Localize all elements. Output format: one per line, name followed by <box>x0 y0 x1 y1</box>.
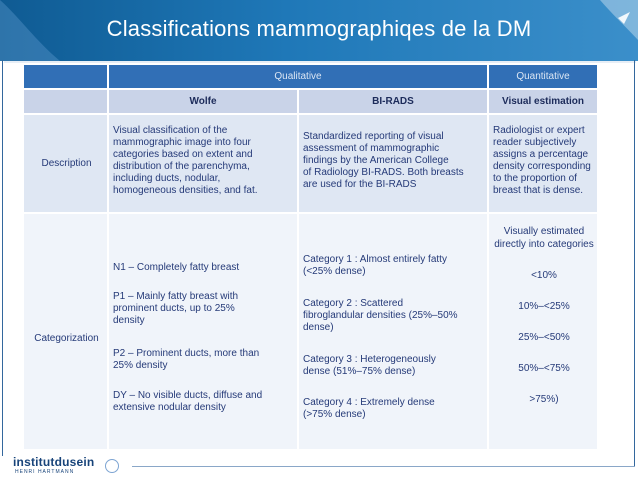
birads-category-1: Category 1 : Almost entirely fatty (<25% dense) <box>303 254 447 277</box>
birads-category-4: Category 4 : Extremely dense (>75% dense) <box>303 397 435 420</box>
frame-left-border <box>2 60 3 456</box>
description-label-cell <box>23 114 108 213</box>
wolfe-categories-cell <box>108 213 298 450</box>
wolfe-header: Wolfe <box>108 89 298 114</box>
wolfe-category-p1: P1 – Mainly fatty breast with prominent ducts, up to 25% density <box>113 291 239 326</box>
empty-label-cell <box>23 89 108 114</box>
column-header-row <box>23 89 598 114</box>
categorization-label: Categorization <box>34 333 99 344</box>
header-divider <box>4 61 636 63</box>
slide-header <box>0 0 638 61</box>
categorization-label-cell <box>23 213 108 450</box>
birads-description: Standardized reporting of visual assessment of mammographic findings by the American College of Radiology BI-RADS. Both breasts are used for the BI-RADS <box>303 131 464 190</box>
wolfe-category-dy: DY – No visible ducts, diffuse and extensive nodular density <box>113 390 263 413</box>
birads-header: BI-RADS <box>298 89 488 114</box>
wolfe-description-cell <box>108 114 298 213</box>
wolfe-description: Visual classification of the mammographic image into four categories based on extent and distribution of the parenchyma, including ducts, nodular, homogeneous densities, and fat. <box>113 125 258 196</box>
logo-text: institutdusein <box>13 455 95 469</box>
visual-description-cell <box>488 114 598 213</box>
visual-description: Radiologist or expert reader subjectively assigns a percentage density corresponding to the proportion of breast that is dense. <box>493 125 591 196</box>
frame-right-border <box>634 60 635 466</box>
visual-categories-cell <box>488 213 598 450</box>
institut-du-sein-logo <box>13 455 133 477</box>
visual-category-3: 25%–<50% <box>518 332 570 343</box>
group-header-row <box>23 64 598 89</box>
wolfe-category-p2: P2 – Prominent ducts, more than 25% density <box>113 348 260 371</box>
logo-circle-icon <box>105 459 119 473</box>
quantitative-header: Quantitative <box>488 64 598 89</box>
visual-category-4: 50%–<75% <box>518 363 570 374</box>
visual-category-1: <10% <box>531 270 557 281</box>
visual-category-2: 10%–<25% <box>518 301 570 312</box>
description-row <box>23 114 598 213</box>
categorization-row <box>23 213 598 450</box>
page-title: Classifications mammographiqes de la DM <box>106 16 532 41</box>
birads-category-3: Category 3 : Heterogeneously dense (51%–75% dense) <box>303 354 436 377</box>
visual-estimation-header: Visual estimation <box>488 89 598 114</box>
classification-table <box>23 64 598 450</box>
wolfe-category-n1: N1 – Completely fatty breast <box>113 262 240 273</box>
birads-category-2: Category 2 : Scattered fibroglandular densities (25%–50% dense) <box>303 298 458 333</box>
description-label: Description <box>41 158 92 169</box>
birads-description-cell <box>298 114 488 213</box>
empty-corner-cell <box>23 64 108 89</box>
birads-categories-cell <box>298 213 488 450</box>
logo-subtext: HENRI HARTMANN <box>15 469 75 475</box>
visual-category-5: >75%) <box>529 394 559 405</box>
visual-categories-intro: Visually estimated directly into categories <box>494 226 594 250</box>
qualitative-header: Qualitative <box>108 64 488 89</box>
footer-divider <box>132 466 635 467</box>
